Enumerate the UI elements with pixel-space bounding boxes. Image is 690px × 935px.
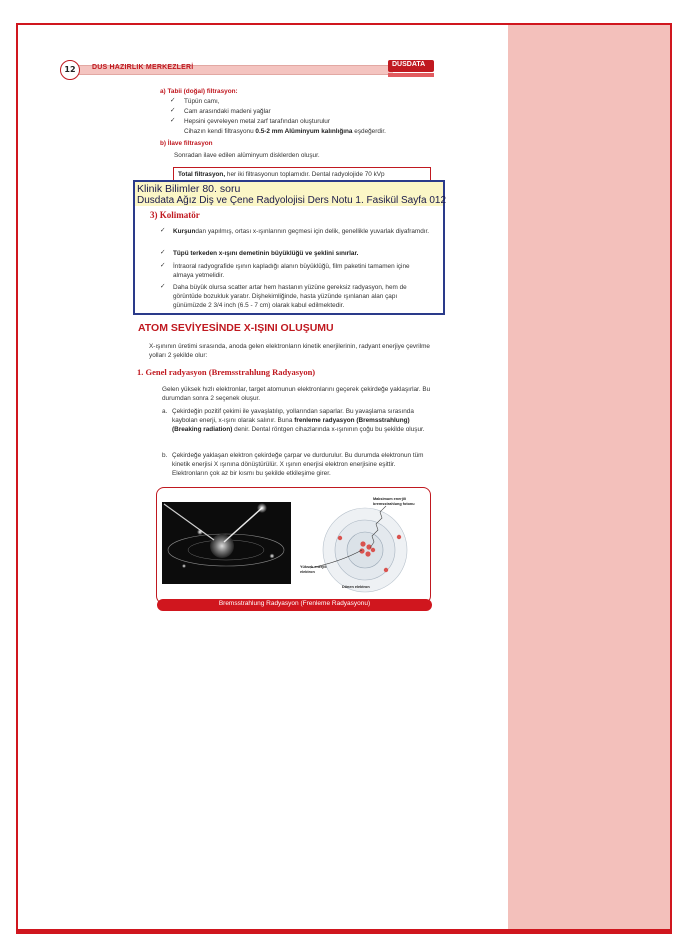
option-b-text: Çekirdeğe yaklaşan elektron çekirdeğe çarpar ve durdurulur. Bu durumda elektronun tüm kinetik enerjisi X ışınına dönüştürülür. X ışının enerjisi elektron enerjisine eşittir. Elektronların çok az bir kısmı bu şekilde etkileşime girer. (172, 452, 424, 477)
checkmark-icon: ✓ (160, 282, 166, 290)
checkmark-icon: ✓ (160, 226, 166, 234)
figure-label-photon: Maksimum enerjili bremsstrahlung fotonu (373, 497, 415, 506)
filtration-a-item: Cam arasındaki madeni yağlar (184, 108, 271, 115)
checkmark-icon: ✓ (170, 106, 176, 114)
item-bold: Kurşun (173, 228, 196, 235)
checkmark-icon: ✓ (160, 261, 166, 269)
option-a-text (172, 407, 432, 434)
option-a-pre: Çekirdeğin pozitif çekimi ile yavaşlatılıp, yollarından saparlar. Bu yavaşlama sırasında kaybolan enerji, x-ışını olarak salınır. Buna (172, 408, 414, 424)
item-bold: Tüpü terkeden x-ışını demetinin büyüklüğü ve şeklini sınırlar. (173, 250, 359, 257)
collimator-item: Daha büyük olursa scatter artar hem hastanın yüzüne gereksiz radyasyon, hem de görüntüde bozukluk yaratır. Dişhekimliğinde, hasta yüzünde ışınlanan alan çapı günümüzde 2 3/4 inch (6.5 - 7 cm) olarak kabul edilmektedir. (173, 284, 407, 309)
bremsstrahlung-subtitle: 1. Genel radyasyon (Bremsstrahlung Radyasyon) (137, 367, 316, 377)
collimator-item: İntraoral radyografide ışının kapladığı alanın büyüklüğü, film paketini tamamen içine almaya yetmelidir. (173, 263, 410, 279)
checkmark-icon: ✓ (170, 116, 176, 124)
dusdata-logo (388, 58, 434, 80)
figure-caption: Bremsstrahlung Radyasyon (Frenleme Radyasyonu) (218, 600, 371, 607)
option-a-bold: frenleme radyasyon (Bremsstrahlung) (Breaking radiation) (172, 417, 410, 433)
option-a-label: a. (162, 408, 168, 415)
total-rest: her iki filtrasyonun toplamıdır. Dental radyolojide 70 kVp (225, 171, 385, 178)
overlay-question-ref: Klinik Bilimler 80. soru (137, 183, 241, 195)
bremsstrahlung-intro: Gelen yüksek hızlı elektronlar, target atomunun elektronlarını geçerek çekirdeğe yaklaşırlar. Bu durumdan sonra 2 seçenek oluşur. (162, 386, 431, 402)
side-margin-panel (508, 25, 670, 929)
equiv-bold: 0.5-2 mm Alüminyum kalınlığına (255, 128, 353, 135)
filtration-a-title: a) Tabii (doğal) filtrasyon: (160, 88, 238, 95)
equiv-post: eşdeğerdir. (352, 128, 386, 135)
bremsstrahlung-diagram (300, 492, 425, 594)
collimator-item (173, 227, 431, 236)
page-number: 12 (60, 60, 80, 80)
total-filtration-text (178, 170, 385, 179)
item-text: dan yapılmış, ortası x-ışınlarının geçmesi için delik, genellikle yuvarlak diyaframdır. (195, 228, 430, 235)
filtration-b-text: Sonradan ilave edilen alüminyum disklerden oluşur. (174, 152, 320, 159)
collimator-item (173, 249, 431, 258)
logo-underline (388, 73, 434, 77)
bremsstrahlung-photo (162, 502, 291, 584)
filtration-a-item: Hepsini çevreleyen metal zarf tarafından oluşturulur (184, 118, 330, 125)
header-title: DUS HAZIRLIK MERKEZLERİ (92, 64, 194, 71)
collimator-title: 3) Kolimatör (150, 210, 200, 220)
filtration-a-item: Tüpün camı, (184, 98, 220, 105)
atom-intro: X-ışınının üretimi sırasında, anoda gelen elektronların kinetik enerjilerinin, radyant enerjiye çevrilme yolları 2 şekilde olur: (149, 343, 430, 359)
logo-text: DUSDATA (392, 61, 426, 68)
filtration-b-title: b) İlave filtrasyon (160, 140, 213, 147)
total-bold: Total filtrasyon, (178, 171, 226, 178)
atom-section-title: ATOM SEVİYESİNDE X-IŞINI OLUŞUMU (138, 322, 334, 334)
option-b-label: b. (162, 452, 168, 459)
equiv-pre: Cihazın kendi filtrasyonu (184, 128, 256, 135)
figure-label-electron: Yüksek enerjili elektron (300, 565, 327, 574)
figure-label-orbit: Dönen elektron (342, 585, 370, 589)
checkmark-icon: ✓ (170, 96, 176, 104)
option-a-post: denir. Dental röntgen cihazlarında x-ışınının çoğu bu şekilde oluşur. (232, 426, 425, 433)
overlay-source-ref: Dusdata Ağız Diş ve Çene Radyolojisi Ders Notu 1. Fasikül Sayfa 012 (137, 195, 447, 206)
checkmark-icon: ✓ (160, 248, 166, 256)
filtration-equivalence (184, 127, 386, 136)
bottom-border (16, 929, 672, 934)
